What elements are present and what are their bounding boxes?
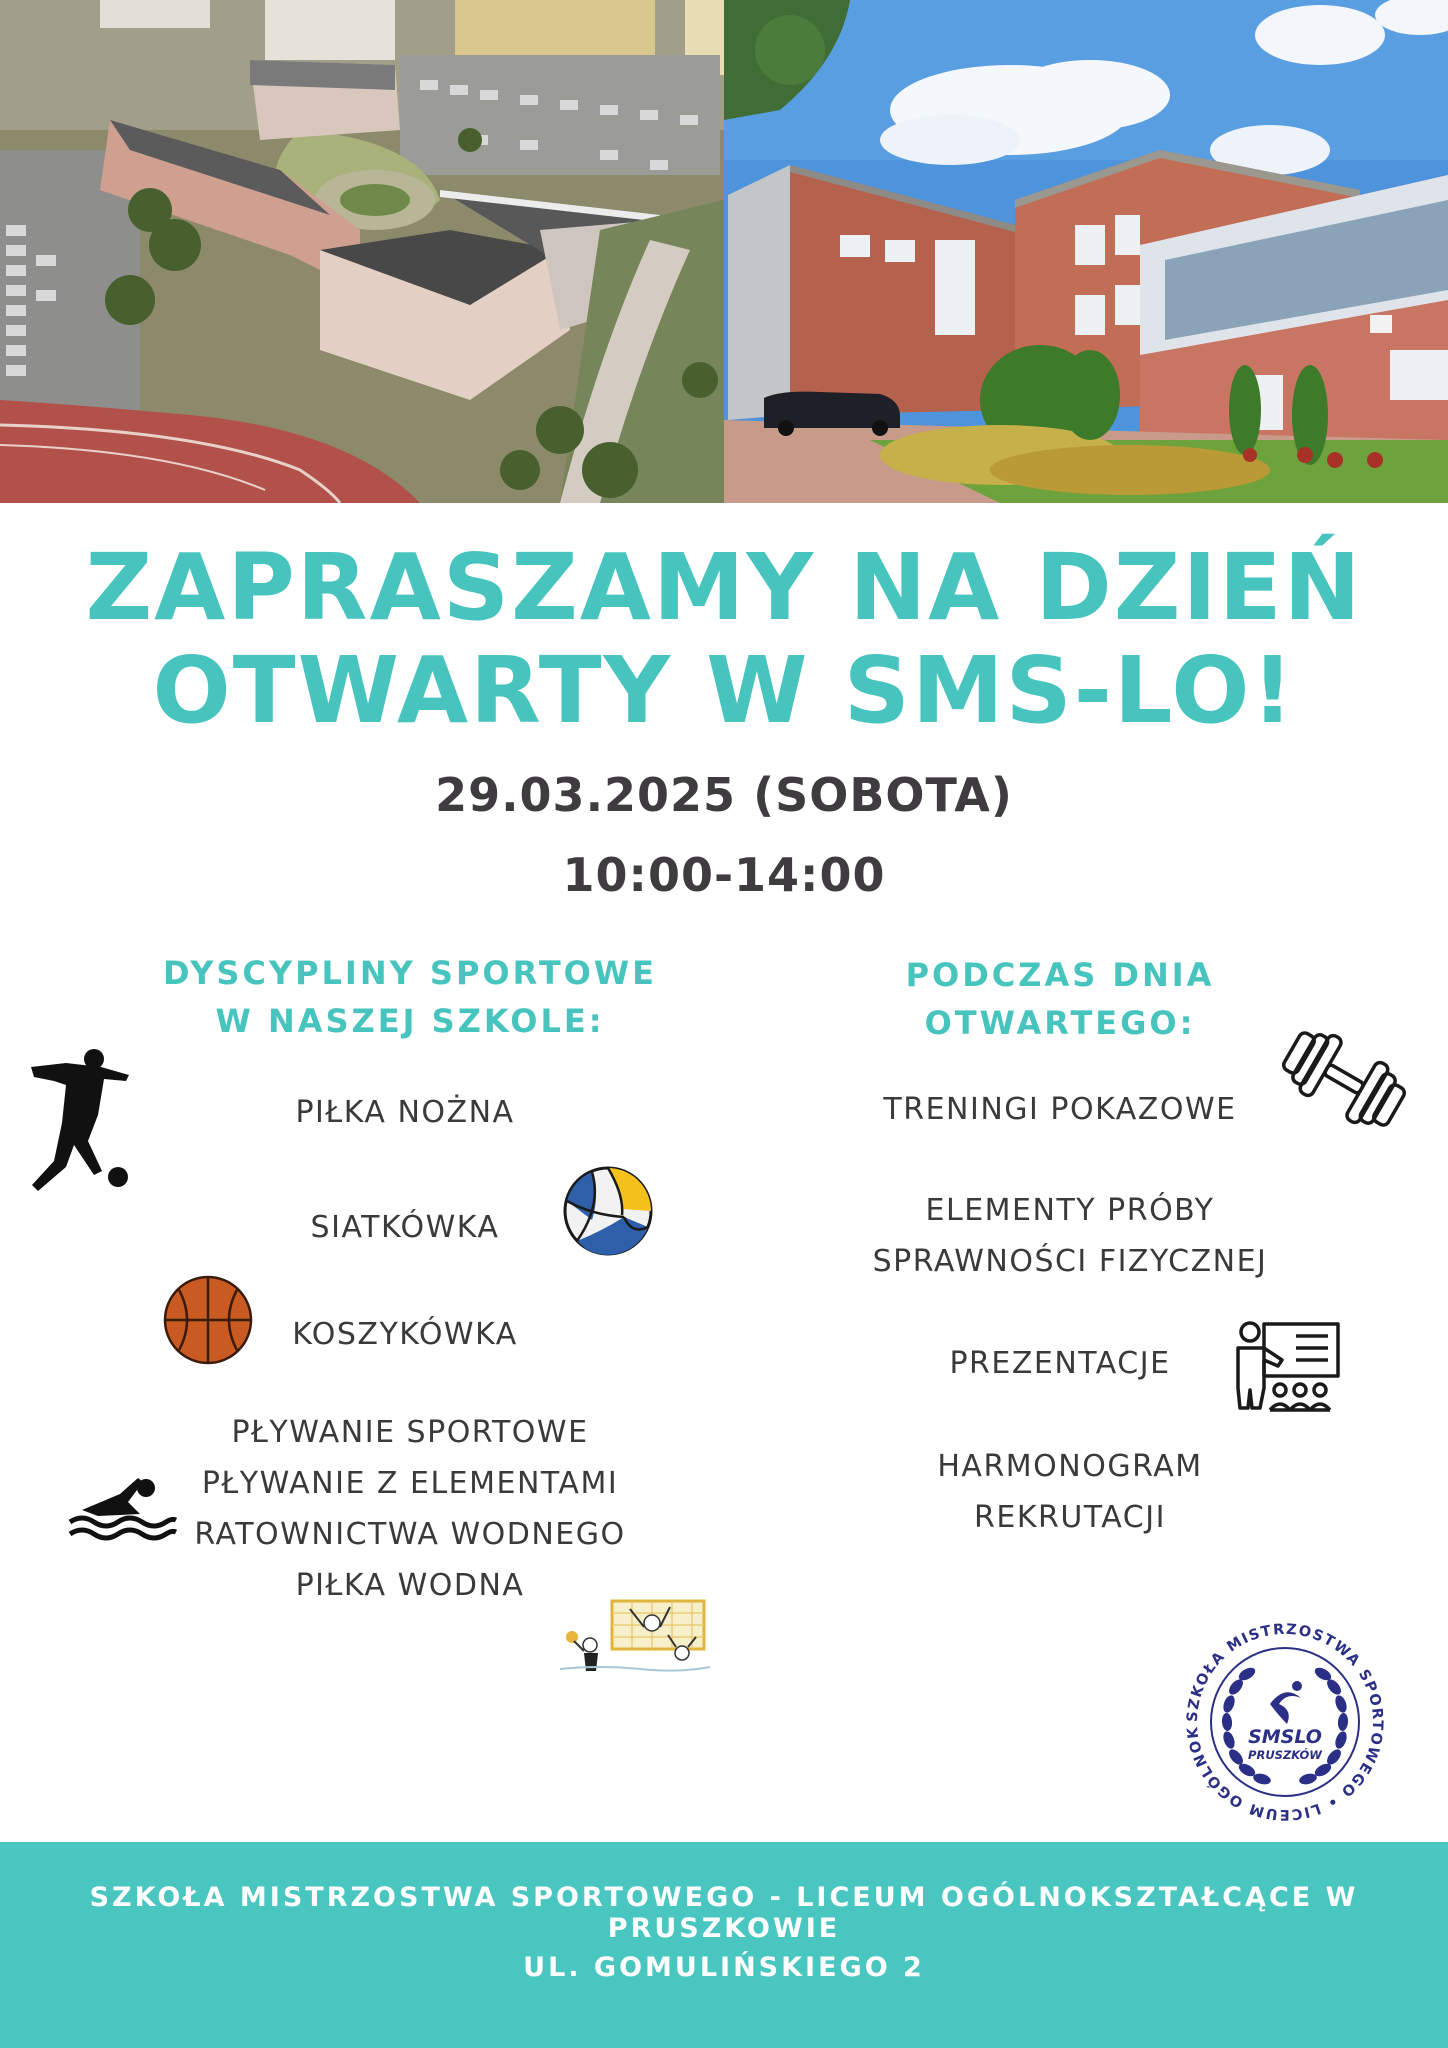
activity-fitness-test: [800, 1185, 1340, 1287]
discipline-basketball: KOSZYKÓWKA: [292, 1317, 518, 1352]
aerial-campus-photo: [0, 0, 724, 503]
page-title-line-2: OTWARTY W SMS-LO!: [152, 637, 1296, 744]
activity-presentations: PREZENTACJE: [949, 1346, 1171, 1381]
building-photo: [724, 0, 1448, 503]
photo-banner: [0, 0, 1448, 503]
footer: [0, 1842, 1448, 2048]
water-polo-icon: [560, 1597, 710, 1681]
activity-recruitment-schedule: [800, 1441, 1340, 1543]
logo-name: SMSLO: [1248, 1726, 1322, 1748]
presentation-icon: [1230, 1318, 1346, 1418]
page-title-line-1: ZAPRASZAMY NA DZIEŃ: [85, 534, 1363, 641]
discipline-swimming-rescue-line-1: PŁYWANIE Z ELEMENTAMI: [201, 1466, 619, 1501]
dumbbell-icon: [1276, 1024, 1412, 1138]
discipline-swimming-rescue-line-2: RATOWNICTWA WODNEGO: [194, 1517, 626, 1552]
school-logo: [1175, 1612, 1395, 1836]
open-day-heading: [800, 951, 1320, 1047]
event-date: 29.03.2025 (SOBOTA): [435, 768, 1013, 822]
open-day-heading-line-2: OTWARTEGO:: [924, 1004, 1196, 1042]
logo-ring-text: SZKOŁA MISTRZOSTWA SPORTOWEGO • LICEUM OGÓLNOK: [1184, 1621, 1386, 1823]
logo-city: PRUSZKÓW: [1248, 1748, 1322, 1762]
discipline-football: PIŁKA NOŻNA: [295, 1095, 515, 1130]
activity-recruitment-line-2: REKRUTACJI: [974, 1500, 1166, 1535]
discipline-swimming-sport: PŁYWANIE SPORTOWE: [231, 1415, 589, 1450]
activity-fitness-test-line-2: SPRAWNOŚCI FIZYCZNEJ: [872, 1244, 1268, 1279]
disciplines-heading-line-1: DYSCYPLINY SPORTOWE: [162, 954, 658, 992]
footer-address: UL. GOMULIŃSKIEGO 2: [523, 1952, 925, 1983]
basketball-icon: [162, 1274, 254, 1370]
discipline-swimming-list: [140, 1407, 680, 1611]
swimmer-icon: [68, 1472, 178, 1546]
discipline-water-polo: PIŁKA WODNA: [295, 1568, 525, 1603]
activity-recruitment-line-1: HARMONOGRAM: [937, 1449, 1203, 1484]
football-player-icon: [26, 1045, 136, 1199]
disciplines-heading-line-2: W NASZEJ SZKOLE:: [215, 1002, 605, 1040]
open-day-heading-line-1: PODCZAS DNIA: [905, 956, 1215, 994]
event-time: 10:00-14:00: [562, 848, 886, 902]
disciplines-heading: [110, 949, 710, 1045]
volleyball-icon: [562, 1165, 654, 1261]
footer-school-name: SZKOŁA MISTRZOSTWA SPORTOWEGO - LICEUM OGÓLNOKSZTAŁCĄCE W PRUSZKOWIE: [89, 1882, 1359, 1944]
discipline-volleyball: SIATKÓWKA: [310, 1210, 500, 1245]
activity-demo-trainings: TRENINGI POKAZOWE: [883, 1092, 1237, 1127]
activity-fitness-test-line-1: ELEMENTY PRÓBY: [925, 1193, 1215, 1228]
